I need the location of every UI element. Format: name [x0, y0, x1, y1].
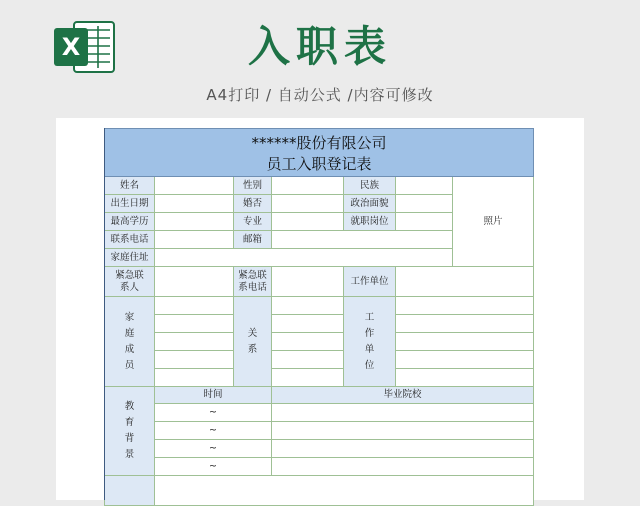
label-birth-date: 出生日期 — [105, 195, 155, 213]
family-relation-cell[interactable] — [272, 297, 344, 315]
field-education[interactable] — [155, 213, 234, 231]
label-education-background: 教 育 背 景 — [105, 387, 155, 476]
entry-form-table — [104, 128, 534, 506]
field-name[interactable] — [155, 177, 234, 195]
field-position[interactable] — [396, 213, 453, 231]
table-left-border — [104, 128, 105, 500]
label-family-members: 家 庭 成 员 — [105, 297, 155, 387]
company-name: ******股份有限公司 — [251, 133, 387, 152]
form-caption — [105, 129, 534, 177]
field-birth-date[interactable] — [155, 195, 234, 213]
svg-text:X: X — [61, 33, 81, 61]
time-range-cell[interactable]: ~ — [155, 404, 272, 422]
family-name-cell[interactable] — [155, 351, 234, 369]
field-ethnicity[interactable] — [396, 177, 453, 195]
family-relation-cell[interactable] — [272, 333, 344, 351]
header — [0, 0, 640, 118]
label-work-unit-vertical: 工 作 单 位 — [344, 297, 396, 387]
label-emergency-contact: 紧急联 系人 — [105, 267, 155, 297]
time-range-cell[interactable]: ~ — [155, 422, 272, 440]
label-major: 专业 — [234, 213, 272, 231]
label-political: 政治面貌 — [344, 195, 396, 213]
field-marital[interactable] — [272, 195, 344, 213]
family-relation-cell[interactable] — [272, 315, 344, 333]
label-school: 毕业院校 — [272, 387, 534, 404]
school-cell[interactable] — [272, 440, 534, 458]
family-name-cell[interactable] — [155, 297, 234, 315]
label-relation: 关 系 — [234, 297, 272, 387]
family-relation-cell[interactable] — [272, 369, 344, 387]
label-phone: 联系电话 — [105, 231, 155, 249]
field-email[interactable] — [272, 231, 453, 249]
label-emergency-phone: 紧急联 系电话 — [234, 267, 272, 297]
label-time: 时间 — [155, 387, 272, 404]
field-emergency-phone[interactable] — [272, 267, 344, 297]
field-major[interactable] — [272, 213, 344, 231]
time-range-cell[interactable]: ~ — [155, 440, 272, 458]
family-relation-cell[interactable] — [272, 351, 344, 369]
time-range-cell[interactable]: ~ — [155, 458, 272, 476]
label-address: 家庭住址 — [105, 249, 155, 267]
family-work-unit-cell[interactable] — [396, 333, 534, 351]
label-marital: 婚否 — [234, 195, 272, 213]
page-title: 入职表 — [247, 22, 392, 71]
photo-cell[interactable]: 照片 — [453, 177, 534, 267]
family-work-unit-cell[interactable] — [396, 297, 534, 315]
family-work-unit-cell[interactable] — [396, 351, 534, 369]
label-education: 最高学历 — [105, 213, 155, 231]
family-work-unit-cell[interactable] — [396, 369, 534, 387]
family-name-cell[interactable] — [155, 315, 234, 333]
school-cell[interactable] — [272, 422, 534, 440]
field-emergency-contact[interactable] — [155, 267, 234, 297]
field-work-unit[interactable] — [396, 267, 534, 297]
label-work-unit: 工作单位 — [344, 267, 396, 297]
field-phone[interactable] — [155, 231, 234, 249]
school-cell[interactable] — [272, 458, 534, 476]
form-title: 员工入职登记表 — [266, 154, 372, 173]
label-gender: 性别 — [234, 177, 272, 195]
family-name-cell[interactable] — [155, 369, 234, 387]
label-email: 邮箱 — [234, 231, 272, 249]
field-gender[interactable] — [272, 177, 344, 195]
next-section-label — [105, 476, 155, 506]
school-cell[interactable] — [272, 404, 534, 422]
field-address[interactable] — [155, 249, 453, 267]
page-subtitle: A4打印 / 自动公式 /内容可修改 — [206, 86, 434, 104]
label-position: 就职岗位 — [344, 213, 396, 231]
label-ethnicity: 民族 — [344, 177, 396, 195]
label-name: 姓名 — [105, 177, 155, 195]
family-name-cell[interactable] — [155, 333, 234, 351]
next-section-cell[interactable] — [155, 476, 534, 506]
field-political[interactable] — [396, 195, 453, 213]
family-work-unit-cell[interactable] — [396, 315, 534, 333]
